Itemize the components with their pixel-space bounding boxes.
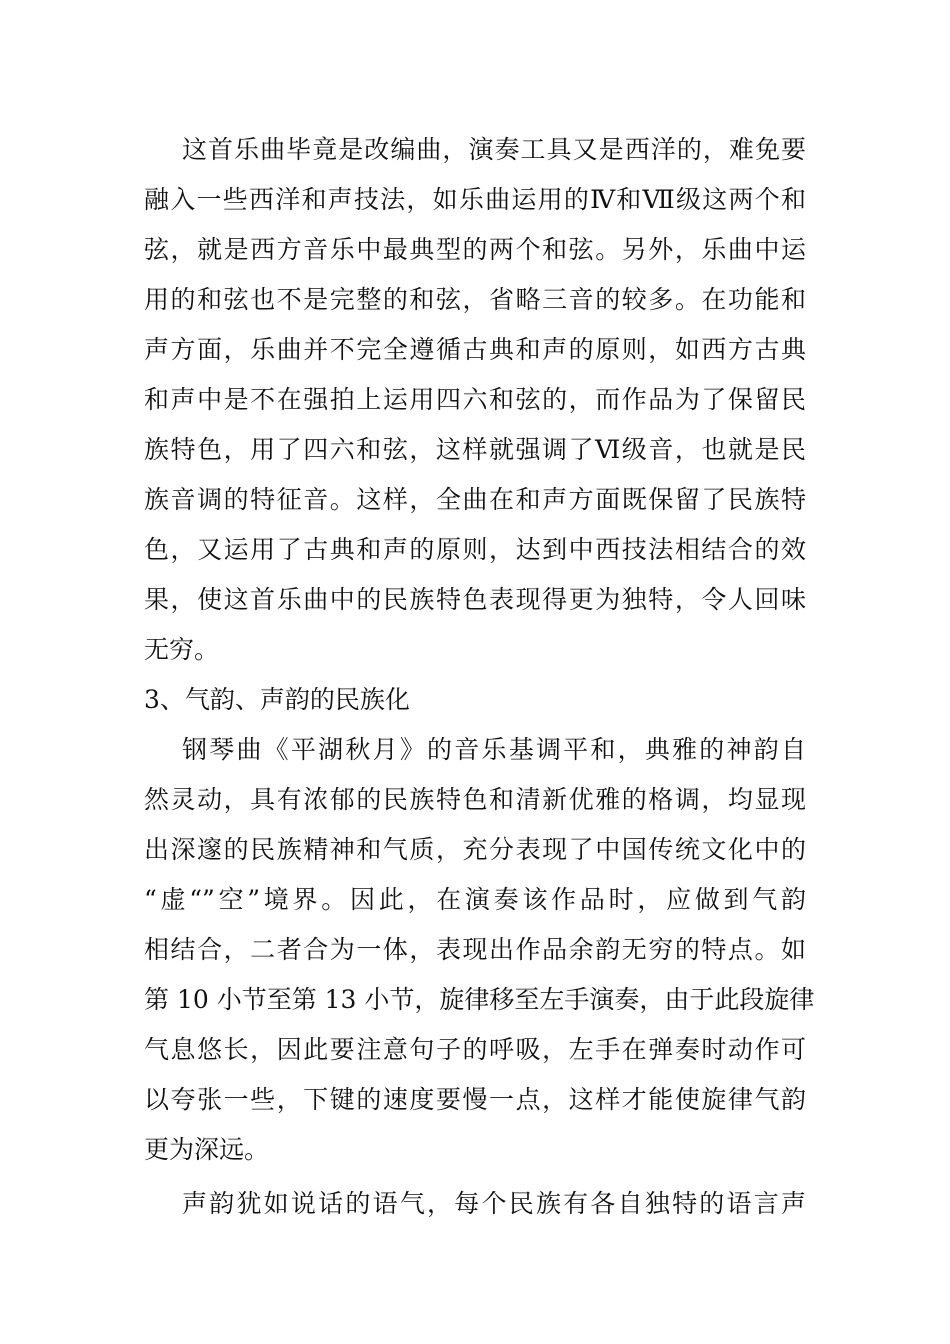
- paragraph-3-line: 声韵犹如说话的语气，每个民族有各自独特的语言声: [182, 1189, 806, 1218]
- paragraph-1-line: 无穷。: [144, 635, 220, 664]
- paragraph-1-line: 族特色，用了四六和弦，这样就强调了Ⅵ级音，也就是民: [144, 435, 806, 464]
- paragraph-2-line: 气息悠长，因此要注意句子的呼吸，左手在弹奏时动作可: [144, 1035, 806, 1064]
- paragraph-1-line: 这首乐曲毕竟是改编曲，演奏工具又是西洋的，难免要: [182, 135, 806, 164]
- paragraph-2-line: 相结合，二者合为一体，表现出作品余韵无穷的特点。如: [144, 935, 806, 964]
- paragraph-2-line: 钢琴曲《平湖秋月》的音乐基调平和，典雅的神韵自: [182, 735, 806, 764]
- paragraph-1-line: 用的和弦也不是完整的和弦，省略三音的较多。在功能和: [144, 285, 806, 314]
- paragraph-1-line: 果，使这首乐曲中的民族特色表现得更为独特，令人回味: [144, 585, 806, 614]
- paragraph-1-line: 色，又运用了古典和声的原则，达到中西技法相结合的效: [144, 535, 806, 564]
- paragraph-2-line: 以夸张一些，下键的速度要慢一点，这样才能使旋律气韵: [144, 1085, 806, 1114]
- paragraph-2-line: 出深邃的民族精神和气质，充分表现了中国传统文化中的: [144, 835, 806, 864]
- paragraph-1-line: 融入一些西洋和声技法，如乐曲运用的Ⅳ和Ⅶ级这两个和: [144, 185, 806, 214]
- section-heading: 3、气韵、声韵的民族化: [144, 685, 410, 714]
- paragraph-2-line: 第 10 小节至第 13 小节，旋律移至左手演奏，由于此段旋律: [144, 985, 815, 1014]
- paragraph-1-line: 声方面，乐曲并不完全遵循古典和声的原则，如西方古典: [144, 335, 806, 364]
- paragraph-1-line: 弦，就是西方音乐中最典型的两个和弦。另外，乐曲中运: [144, 235, 806, 264]
- paragraph-2-line: “虚“”空”境界。因此，在演奏该作品时，应做到气韵: [144, 885, 806, 914]
- paragraph-2-line: 然灵动，具有浓郁的民族特色和清新优雅的格调，均显现: [144, 785, 806, 814]
- paragraph-2-line: 更为深远。: [144, 1135, 270, 1164]
- paragraph-1-line: 族音调的特征音。这样，全曲在和声方面既保留了民族特: [144, 485, 806, 514]
- paragraph-1-line: 和声中是不在强拍上运用四六和弦的，而作品为了保留民: [144, 385, 806, 414]
